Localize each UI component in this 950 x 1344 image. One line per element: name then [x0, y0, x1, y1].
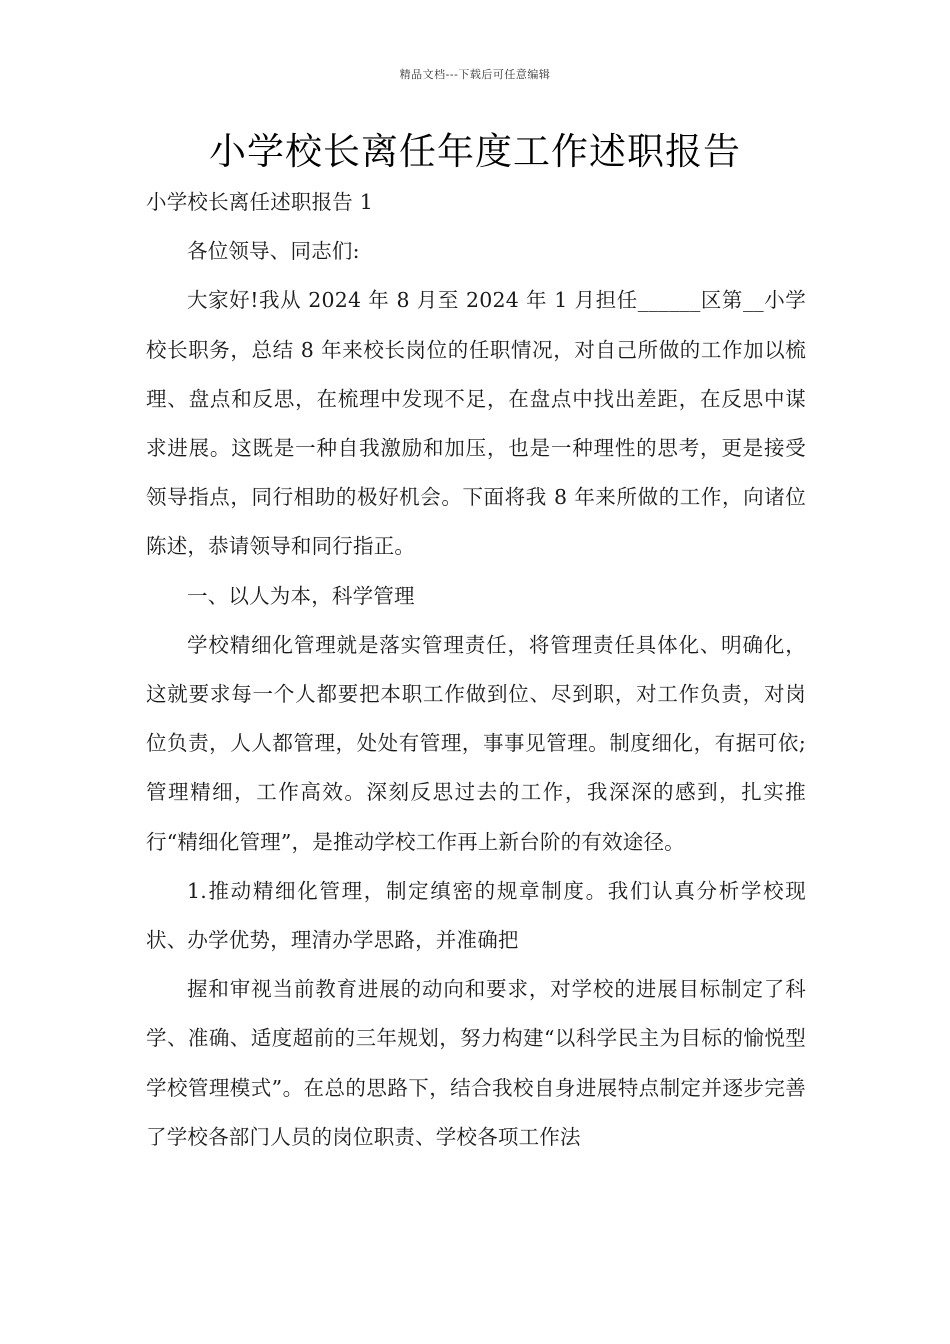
header-note: 精品文档---下载后可任意编辑	[399, 68, 551, 81]
paragraph-greeting: 各位领导、同志们:	[187, 239, 360, 264]
paragraph-continuation: 握和审视当前教育进展的动向和要求，对学校的进展目标制定了科学、准确、适度超前的三年规划，努力构建“以科学民主为目标的愉悦型学校管理模式”。在总的思路下，结合我校自身进展特点制定并逐步完善了学校各部门人员的岗位职责、学校各项工作法	[146, 977, 806, 1149]
section-heading-1: 一、以人为本，科学管理	[187, 583, 415, 608]
paragraph-intro: 大家好!我从 2024 年 8 月至 2024 年 1 月担任______区第__小学校长职务，总结 8 年来校长岗位的任职情况，对自己所做的工作加以梳理、盘点和反思，在梳理中发现不足，在盘点中找出差距，在反思中谋求进展。这既是一种自我激励和加压，也是一种理性的思考，更是接受领导指点，同行相助的极好机会。下面将我 8 年来所做的工作，向诸位陈述，恭请领导和同行指正。	[146, 288, 806, 559]
document-title: 小学校长离任年度工作述职报告	[209, 130, 741, 173]
paragraph-item-1: 1.推动精细化管理，制定缜密的规章制度。我们认真分析学校现状、办学优势，理清办学思路，并准确把	[146, 878, 806, 953]
section-subtitle: 小学校长离任述职报告 1	[146, 190, 373, 214]
document-body	[146, 178, 806, 1162]
paragraph-management: 学校精细化管理就是落实管理责任，将管理责任具体化、明确化，这就要求每一个人都要把本职工作做到位、尽到职，对工作负责，对岗位负责，人人都管理，处处有管理，事事见管理。制度细化，有据可依;管理精细，工作高效。深刻反思过去的工作，我深深的感到，扎实推行“精细化管理”，是推动学校工作再上新台阶的有效途径。	[146, 632, 806, 854]
